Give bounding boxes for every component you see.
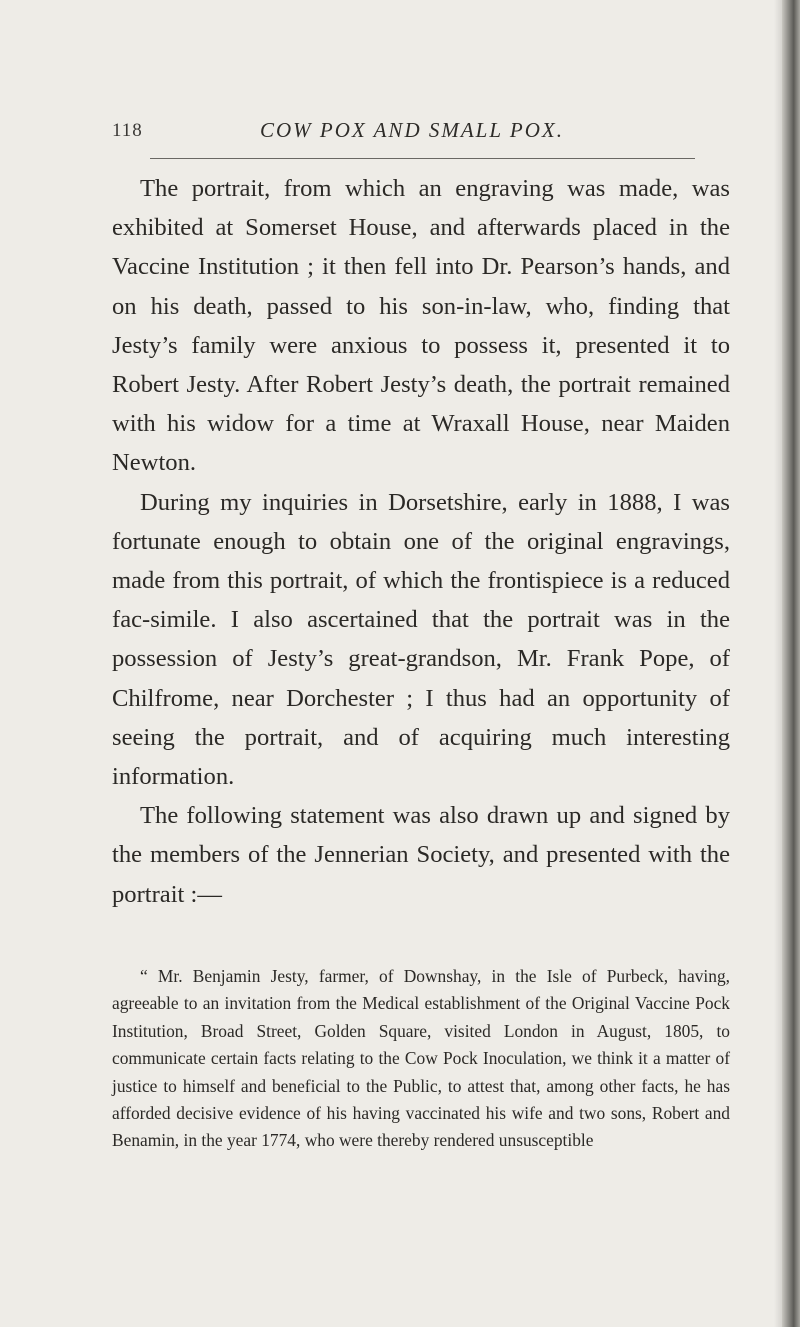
header-rule — [150, 158, 695, 159]
paragraph-portrait-history: The portrait, from which an engraving was made, was exhibited at Somerset House, and afterwards placed in the Vaccine Institution ; it then fell into Dr. Pearson’s hands, and on his death, passed to his son-in-law, who, finding that Jesty’s family were anxious to possess it, presented it to Robert Jesty. After Robert Jesty’s death, the portrait remained with his widow for a time at Wraxall House, near Maiden Newton. — [112, 175, 730, 477]
page-edge — [782, 0, 800, 1327]
paragraph-inquiries: During my inquiries in Dorsetshire, early in 1888, I was fortunate enough to obtain one of the original engravings, made from this portrait, of which the frontispiece is a reduced fac-simile. I also ascertained that the portrait was in the possession of Jesty’s great-grandson, Mr. Frank Pope, of Chilfrome, near Dorchester ; I thus had an opportunity of seeing the portrait, and of acquiring much interesting information. — [112, 488, 730, 791]
body-text — [112, 169, 730, 914]
running-title: COW POX AND SMALL POX. — [260, 118, 564, 142]
page-gutter-shadow — [774, 0, 782, 1327]
page-number: 118 — [112, 120, 143, 141]
quotation-text: “ Mr. Benjamin Jesty, farmer, of Downshay, in the Isle of Purbeck, having, agreeable to an invitation from the Medical establishment of the Original Vaccine Pock Institution, Broad Street, Golden Square, visited London in August, 1805, to communicate certain facts relating to the Cow Pock Inoculation, we think it a matter of justice to himself and beneficial to the Public, to attest that, among other facts, he has afforded decisive evidence of his having vaccinated his wife and two sons, Robert and Benamin, in the year 1774, who were thereby rendered unsusceptible — [112, 966, 730, 1151]
quoted-statement — [112, 963, 730, 1155]
running-head — [112, 118, 732, 150]
paragraph-statement-intro: The following statement was also drawn up and signed by the members of the Jennerian Society, and presented with the portrait :— — [112, 802, 730, 908]
